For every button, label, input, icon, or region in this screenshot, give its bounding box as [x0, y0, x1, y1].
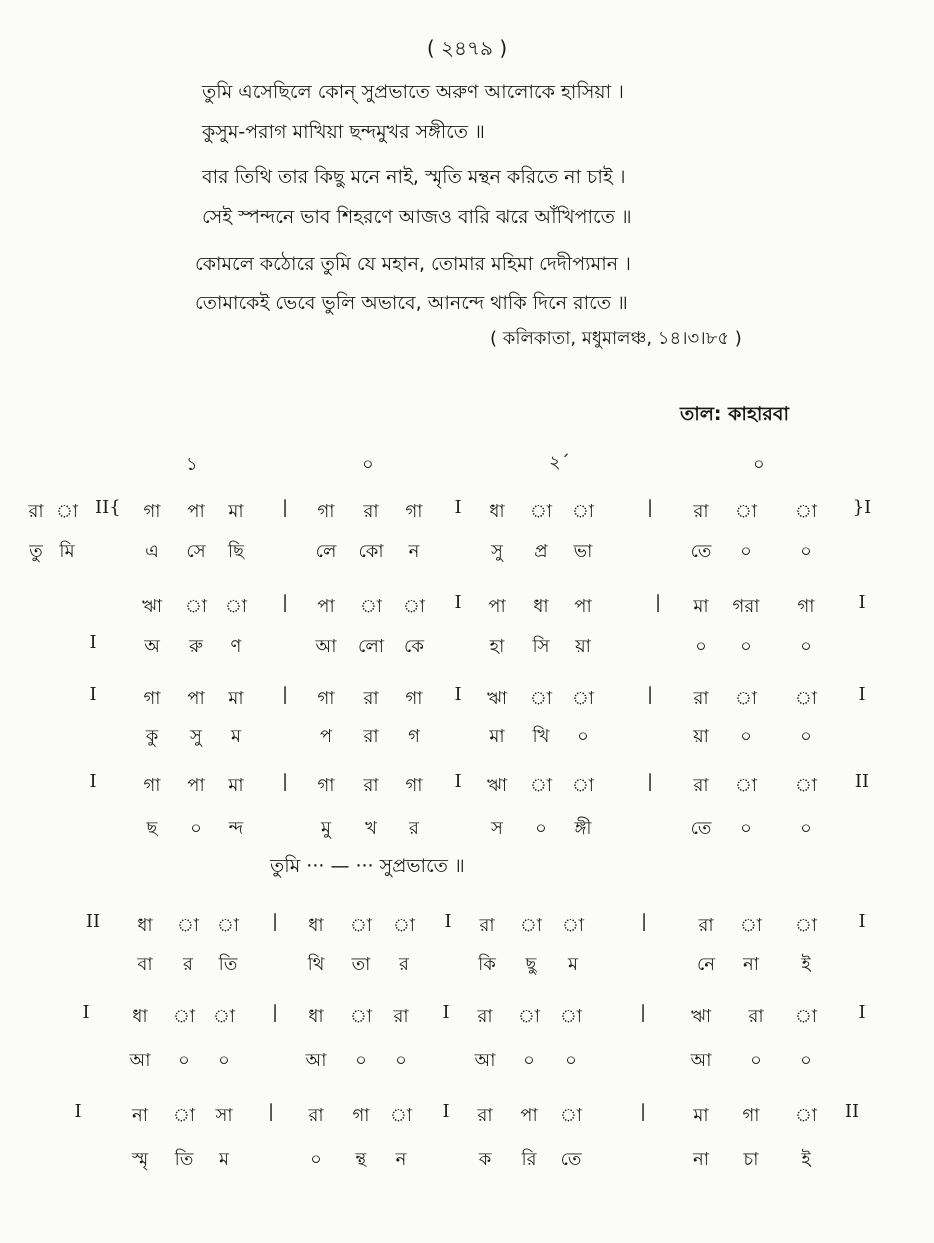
lyric-line-4: সেই স্পন্দনে ভাব শিহরণে আজও বারি ঝরে আঁখিপাতে ॥	[202, 206, 632, 228]
lyric-syllable: মি	[59, 541, 75, 562]
swara-note: া	[571, 501, 595, 522]
lyric-syllable: সু	[190, 726, 202, 747]
swara-note: গা	[143, 501, 161, 522]
swara-note: া	[794, 1006, 818, 1027]
lyric-syllable: রা	[363, 726, 379, 747]
lyric-syllable: আ	[690, 1050, 712, 1071]
lyric-syllable: রি	[521, 1149, 537, 1170]
swara-note: রা	[748, 1006, 764, 1027]
lyric-syllable: ০	[577, 726, 589, 747]
lyric-syllable: নে	[696, 954, 716, 975]
lyric-syllable: ণ	[230, 636, 242, 657]
swara-note: া	[517, 1006, 541, 1027]
bar-line: |	[267, 1101, 275, 1122]
lyric-syllable: ছ	[146, 818, 158, 839]
bar-line: }I	[852, 497, 872, 518]
lyric-syllable: ০	[800, 1050, 812, 1071]
lyric-syllable: এ	[145, 541, 159, 562]
lyric-syllable: র	[183, 954, 193, 975]
swara-note: মা	[228, 775, 244, 796]
taal-label: তাল: কাহারবা	[680, 403, 789, 425]
swara-note: া	[529, 688, 553, 709]
bar-line: II{	[95, 497, 121, 518]
lyric-syllable: কো	[358, 541, 384, 562]
swara-note: া	[571, 688, 595, 709]
bar-line: I	[454, 684, 462, 705]
bar-line: |	[281, 592, 289, 613]
lyric-syllable: ০	[355, 1050, 367, 1071]
swara-note: গা	[317, 775, 335, 796]
swara-note: া	[349, 915, 373, 936]
bar-line: |	[271, 1002, 279, 1023]
swara-note: া	[559, 1006, 583, 1027]
lyric-syllable: তে	[560, 1149, 582, 1170]
bar-line: II	[854, 771, 870, 792]
swara-note: রা	[363, 501, 379, 522]
beat-marker: ২´	[549, 452, 570, 473]
swara-note: া	[529, 501, 553, 522]
lyric-syllable: সি	[532, 636, 550, 657]
swara-note: রা	[363, 688, 379, 709]
swara-note: মা	[693, 1105, 709, 1126]
swara-note: া	[794, 688, 818, 709]
lyric-syllable: হা	[489, 636, 505, 657]
beat-marker: ১	[186, 454, 198, 475]
swara-note: রা	[477, 1105, 493, 1126]
bar-line: |	[654, 592, 662, 613]
swara-note: রা	[693, 775, 709, 796]
lyric-syllable: ০	[750, 1050, 762, 1071]
swara-note: া	[349, 1006, 373, 1027]
lyric-line-6: তোমাকেই ভেবে ভুলি অভাবে, আনন্দে থাকি দিনে রাতে ॥	[195, 292, 628, 314]
bar-line: |	[646, 771, 654, 792]
bar-line: |	[640, 911, 648, 932]
lyric-line-2: কুসুম-পরাগ মাখিয়া ছন্দমুখর সঙ্গীতে ॥	[202, 121, 485, 143]
bar-line: I	[858, 1002, 866, 1023]
swara-note: রা	[308, 1105, 324, 1126]
bar-line: II	[844, 1101, 860, 1122]
swara-note: রা	[393, 1006, 409, 1027]
swara-note: রা	[693, 688, 709, 709]
lyric-syllable: তে	[690, 541, 712, 562]
lyric-syllable: প্র	[534, 541, 548, 562]
lyric-syllable: অ	[144, 636, 160, 657]
swara-note: ধা	[533, 596, 549, 617]
lyric-syllable: তা	[351, 954, 371, 975]
bar-line: I	[442, 1002, 450, 1023]
swara-note: া	[529, 775, 553, 796]
swara-note: ধা	[489, 501, 505, 522]
swara-note: রা	[477, 1006, 493, 1027]
lyric-syllable: না	[743, 954, 759, 975]
bar-line: |	[281, 771, 289, 792]
lyric-line-1: তুমি এসেছিলে কোন্ সুপ্রভাতে অরুণ আলোকে হাসিয়া ।	[202, 81, 624, 103]
swara-note: া	[734, 501, 758, 522]
lyric-syllable: স্মৃ	[131, 1149, 149, 1170]
lyric-line-3: বার তিথি তার কিছু মনে নাই, স্মৃতি মন্থন করিতে না চাই ।	[202, 166, 626, 188]
lyric-syllable: ০	[695, 636, 707, 657]
swara-note: ঋা	[690, 1006, 712, 1027]
lyric-syllable: সে	[186, 541, 206, 562]
lyric-syllable: ০	[740, 818, 752, 839]
swara-note: গরা	[732, 596, 760, 617]
lyric-syllable: ছি	[227, 541, 245, 562]
lyric-syllable: ০	[310, 1149, 322, 1170]
swara-note: া	[359, 596, 383, 617]
swara-note: রা	[693, 501, 709, 522]
place-date: ( কলিকাতা, মধুমালঞ্চ, ১৪।৩।৮৫ )	[490, 328, 742, 349]
swara-note: রা	[479, 915, 495, 936]
swara-note: রা	[698, 915, 714, 936]
bar-line: I	[454, 771, 462, 792]
bar-line: |	[646, 684, 654, 705]
swara-note: গা	[742, 1105, 760, 1126]
swara-note: পা	[187, 688, 205, 709]
bar-line: I	[82, 1002, 90, 1023]
lyric-syllable: ই	[801, 954, 811, 975]
lyric-syllable: স	[491, 818, 503, 839]
lyric-syllable: ভা	[573, 541, 593, 562]
lyric-syllable: ০	[800, 636, 812, 657]
swara-note: া	[176, 915, 200, 936]
swara-note: পা	[520, 1105, 538, 1126]
lyric-syllable: চা	[743, 1149, 759, 1170]
lyric-syllable: ০	[535, 818, 547, 839]
swara-note: মা	[228, 501, 244, 522]
lyric-syllable: গ	[408, 726, 420, 747]
swara-note: া	[734, 688, 758, 709]
swara-note: সা	[215, 1105, 233, 1126]
lyric-syllable: ০	[523, 1050, 535, 1071]
page-number: ( ২৪৭৯ )	[426, 36, 508, 60]
bar-line: |	[639, 1002, 647, 1023]
swara-note: গা	[405, 688, 423, 709]
swara-note: ধা	[308, 915, 324, 936]
swara-note: না	[132, 1105, 148, 1126]
lyric-syllable: সু	[491, 541, 503, 562]
lyric-syllable: ০	[740, 726, 752, 747]
lyric-syllable: কু	[145, 726, 159, 747]
lyric-syllable: ঙ্গী	[574, 818, 592, 839]
swara-note: ধা	[132, 1006, 148, 1027]
swara-note: া	[224, 596, 248, 617]
lyric-syllable: র	[399, 954, 409, 975]
bar-line: I	[442, 1101, 450, 1122]
lyric-syllable: আ	[474, 1050, 496, 1071]
lyric-syllable: লো	[358, 636, 384, 657]
lyric-syllable: প	[319, 726, 333, 747]
lyric-syllable: ০	[565, 1050, 577, 1071]
swara-note: গা	[143, 775, 161, 796]
lyric-syllable: তি	[174, 1149, 194, 1170]
lyric-syllable: ছু	[525, 954, 537, 975]
bar-line: |	[281, 497, 289, 518]
lyric-syllable: আ	[315, 636, 337, 657]
lyric-syllable: ন্দ	[228, 818, 244, 839]
lyric-syllable: ০	[395, 1050, 407, 1071]
swara-note: া	[734, 775, 758, 796]
lyric-syllable: ০	[800, 726, 812, 747]
lyric-syllable: কি	[478, 954, 496, 975]
lyric-syllable: আ	[305, 1050, 327, 1071]
swara-note: া	[794, 1105, 818, 1126]
lyric-syllable: ন	[395, 1149, 407, 1170]
lyric-syllable: ম	[231, 726, 241, 747]
lyric-syllable: বা	[137, 954, 153, 975]
swara-note: গা	[797, 596, 815, 617]
swara-note: া	[172, 1105, 196, 1126]
bar-line: |	[271, 911, 279, 932]
swara-note: া	[571, 775, 595, 796]
swara-note: া	[794, 775, 818, 796]
swara-note: া	[402, 596, 426, 617]
bar-line: I	[74, 1101, 82, 1122]
lyric-syllable: খি	[532, 726, 550, 747]
bar-line: I	[89, 684, 97, 705]
swara-note: া	[389, 1105, 413, 1126]
lyric-syllable: থি	[307, 954, 325, 975]
lyric-syllable: না	[693, 1149, 709, 1170]
bar-line: I	[89, 771, 97, 792]
lyric-syllable: ০	[218, 1050, 230, 1071]
bar-line: II	[85, 911, 101, 932]
lyric-syllable: রু	[189, 636, 203, 657]
lyric-syllable: তি	[218, 954, 238, 975]
bar-line: I	[454, 497, 462, 518]
swara-note: া	[519, 915, 543, 936]
lyric-syllable: তে	[690, 818, 712, 839]
lyric-syllable: খ	[365, 818, 377, 839]
beat-marker: ০	[362, 454, 374, 475]
swara-note: া	[559, 1105, 583, 1126]
swara-note: পা	[187, 775, 205, 796]
bar-line: I	[444, 911, 452, 932]
swara-note: া	[392, 915, 416, 936]
swara-note: ঋা	[486, 775, 508, 796]
lyric-syllable: ০	[190, 818, 202, 839]
lyric-syllable: ০	[800, 541, 812, 562]
bar-line: |	[639, 1101, 647, 1122]
bar-line: |	[646, 497, 654, 518]
swara-note: গা	[405, 501, 423, 522]
lyric-syllable: য়া	[575, 636, 591, 657]
bar-line: I	[858, 684, 866, 705]
swara-note: মা	[693, 596, 709, 617]
swara-note: মা	[228, 688, 244, 709]
swara-note: গা	[317, 688, 335, 709]
lyric-line-5: কোমলে কঠোরে তুমি যে মহান, তোমার মহিমা দেদীপ্যমান ।	[195, 253, 631, 275]
swara-note: ধা	[308, 1006, 324, 1027]
swara-note: পা	[574, 596, 592, 617]
swara-note: রা	[28, 501, 44, 522]
swara-note: গা	[405, 775, 423, 796]
lyric-syllable: ০	[800, 818, 812, 839]
swara-note: া	[216, 915, 240, 936]
swara-note: া	[55, 501, 79, 522]
lyric-syllable: আ	[129, 1050, 151, 1071]
swara-note: গা	[352, 1105, 370, 1126]
swara-note: া	[739, 915, 763, 936]
lyric-syllable: ন্থ	[355, 1149, 367, 1170]
lyric-syllable: মা	[489, 726, 505, 747]
lyric-syllable: য়া	[693, 726, 709, 747]
lyric-syllable: র	[409, 818, 419, 839]
swara-note: ধা	[137, 915, 153, 936]
refrain-line: তুমি ··· — ··· সুপ্রভাতে ॥	[270, 855, 465, 877]
bar-line: I	[454, 592, 462, 613]
lyric-syllable: ০	[740, 541, 752, 562]
swara-note: পা	[317, 596, 335, 617]
lyric-syllable: লে	[315, 541, 337, 562]
bar-line: I	[89, 632, 97, 653]
lyric-syllable: তু	[29, 541, 43, 562]
lyric-syllable: ম	[568, 954, 578, 975]
lyric-syllable: ম	[219, 1149, 229, 1170]
swara-note: া	[794, 501, 818, 522]
lyric-syllable: ০	[740, 636, 752, 657]
lyric-syllable: ক	[478, 1149, 492, 1170]
swara-note: গা	[143, 688, 161, 709]
lyric-syllable: ন	[408, 541, 420, 562]
bar-line: I	[858, 592, 866, 613]
swara-note: া	[184, 596, 208, 617]
swara-note: ঋা	[486, 688, 508, 709]
swara-note: া	[212, 1006, 236, 1027]
beat-marker: ০	[753, 454, 765, 475]
lyric-syllable: কে	[404, 636, 424, 657]
swara-note: পা	[187, 501, 205, 522]
lyric-syllable: ই	[801, 1149, 811, 1170]
swara-note: রা	[363, 775, 379, 796]
swara-note: পা	[488, 596, 506, 617]
swara-note: ঋা	[141, 596, 163, 617]
lyric-syllable: মু	[321, 818, 331, 839]
swara-note: া	[172, 1006, 196, 1027]
lyric-syllable: ০	[178, 1050, 190, 1071]
swara-note: া	[794, 915, 818, 936]
swara-note: গা	[317, 501, 335, 522]
swara-note: া	[561, 915, 585, 936]
bar-line: I	[858, 911, 866, 932]
bar-line: |	[281, 684, 289, 705]
